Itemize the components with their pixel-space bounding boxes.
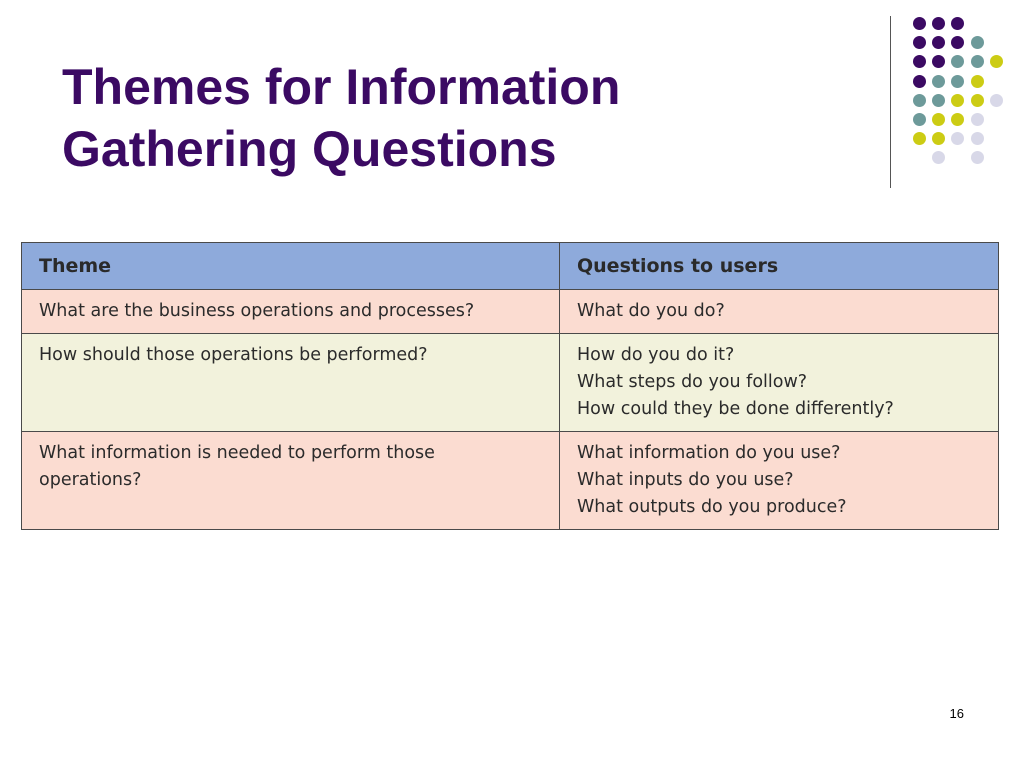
header-questions: Questions to users [560,243,999,290]
dot-yellow [932,113,945,126]
slide-title-line-1: Themes for Information [62,59,621,115]
dot-lavender [971,151,984,164]
slide-title-line-2: Gathering Questions [62,121,557,177]
dot-yellow [951,113,964,126]
theme-cell [22,432,560,530]
theme-line: What information is needed to perform those [39,443,435,463]
dot-teal [932,94,945,107]
theme-line: How should those operations be performed? [39,345,428,365]
themes-table [21,242,999,530]
dot-purple [951,36,964,49]
vertical-divider [890,16,891,188]
table-row [22,432,999,530]
theme-line: operations? [39,470,142,490]
dot-yellow [990,55,1003,68]
dot-purple [932,17,945,30]
dot-lavender [971,132,984,145]
dot-teal [971,36,984,49]
dot-teal [971,55,984,68]
dot-purple [932,55,945,68]
dot-yellow [971,75,984,88]
dot-lavender [932,151,945,164]
dot-purple [913,36,926,49]
dot-lavender [971,113,984,126]
questions-cell [560,334,999,432]
dot-teal [913,113,926,126]
theme-cell [22,334,560,432]
dot-lavender [990,94,1003,107]
page-number: 16 [949,706,964,721]
question-line: How do you do it? [577,345,735,365]
table-row [22,290,999,334]
dot-teal [932,75,945,88]
dot-purple [913,55,926,68]
header-theme: Theme [22,243,560,290]
dot-purple [951,17,964,30]
dot-teal [951,55,964,68]
dot-yellow [913,132,926,145]
question-line: How could they be done differently? [577,399,894,419]
dot-purple [932,36,945,49]
dot-yellow [951,94,964,107]
table-header-row [22,243,999,290]
dot-lavender [951,132,964,145]
theme-line: What are the business operations and processes? [39,301,475,321]
questions-cell [560,432,999,530]
question-line: What steps do you follow? [577,372,808,392]
theme-cell [22,290,560,334]
dot-yellow [932,132,945,145]
questions-cell [560,290,999,334]
table-row [22,334,999,432]
dot-purple [913,17,926,30]
dot-teal [951,75,964,88]
question-line: What information do you use? [577,443,841,463]
dot-teal [913,94,926,107]
slide-title [62,56,862,180]
question-line: What outputs do you produce? [577,497,847,517]
dot-yellow [971,94,984,107]
question-line: What inputs do you use? [577,470,794,490]
question-line: What do you do? [577,301,725,321]
dot-purple [913,75,926,88]
